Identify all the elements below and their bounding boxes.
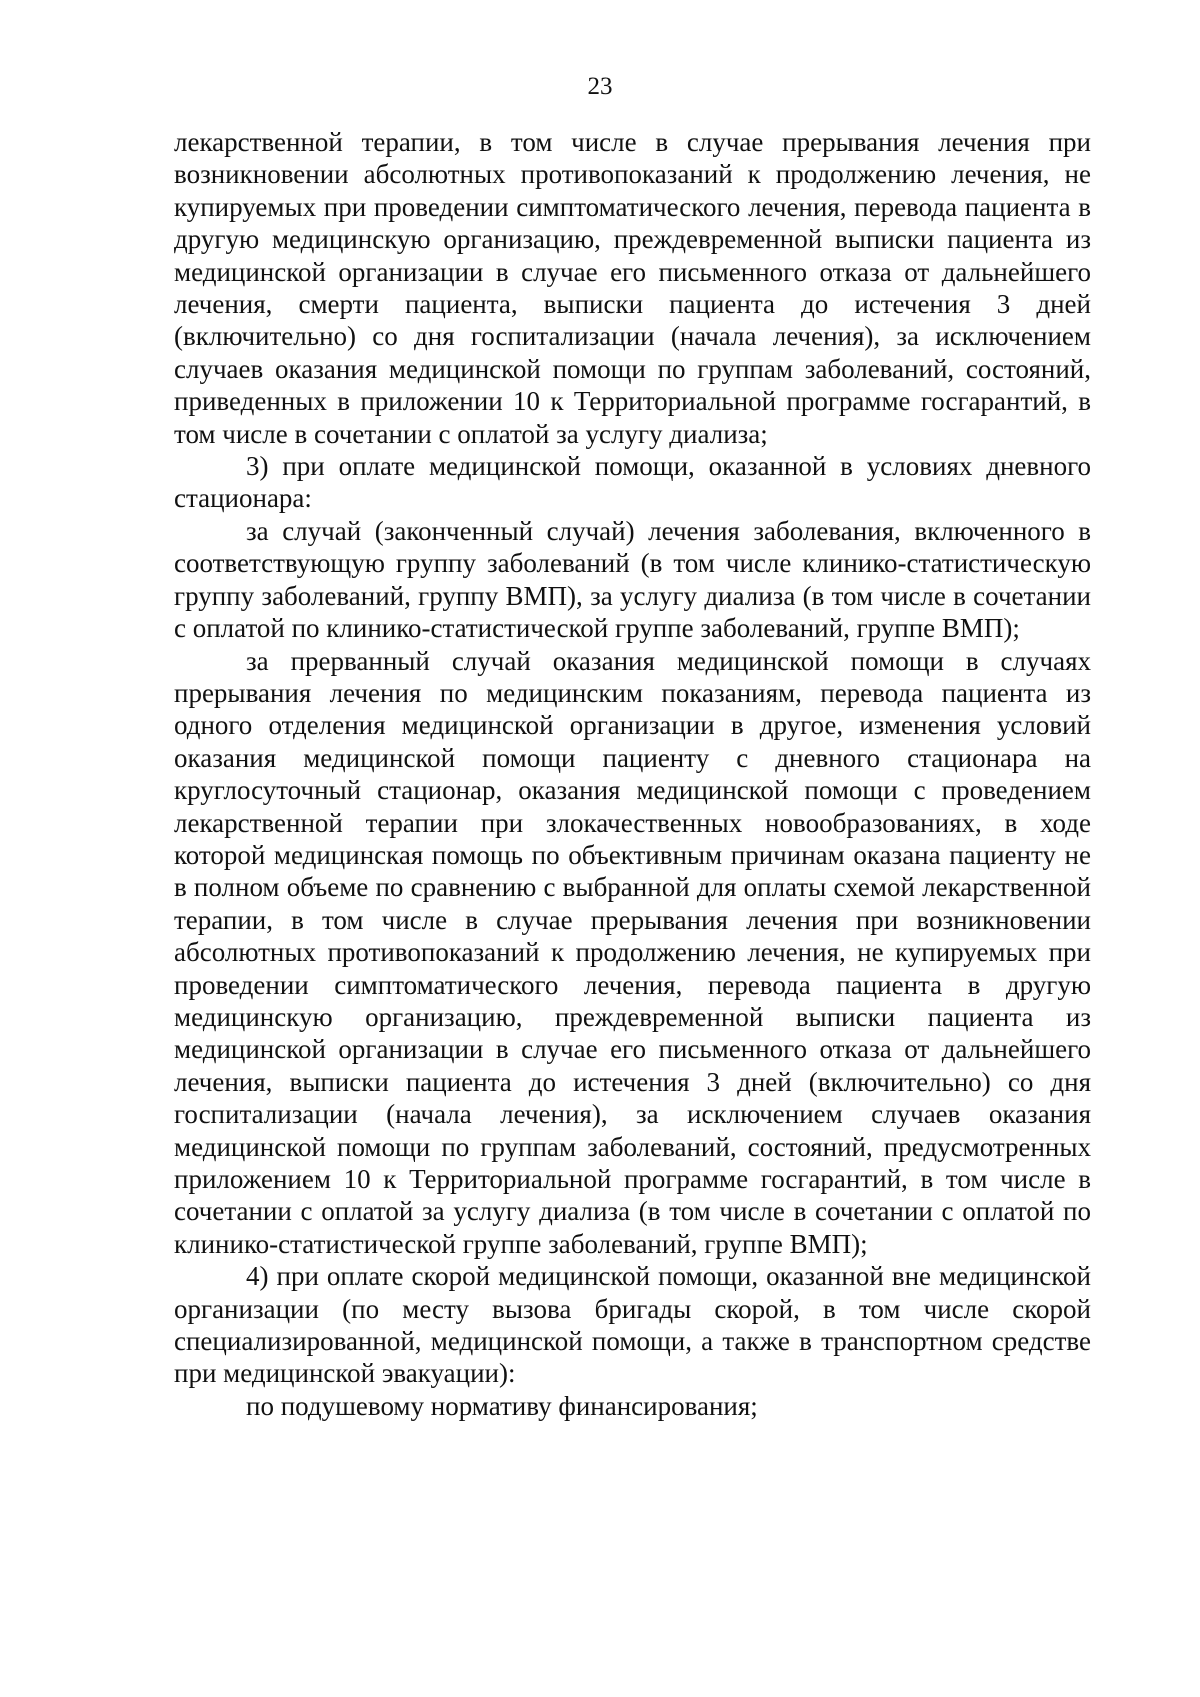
document-body: [174, 126, 1091, 1422]
paragraph-item-3-day-hospital: 3) при оплате медицинской помощи, оказанной в условиях дневного стационара:: [174, 451, 1091, 514]
paragraph-completed-case: за случай (законченный случай) лечения заболевания, включенного в соответствующую группу заболеваний (в том числе клинико-статистическую группу заболеваний, группу ВМП), за услугу диализа (в том числе в сочетании с оплатой по клинико-статистической группе заболеваний, группе ВМП);: [174, 515, 1091, 644]
page-number: 23: [587, 73, 613, 100]
paragraph-interrupted-case: за прерванный случай оказания медицинской помощи в случаях прерывания лечения по медицинским показаниям, перевода пациента из одного отделения медицинской организации в другое, изменения условий оказания медицинской помощи пациенту с дневного стационара на круглосуточный стационар, оказания медицинской помощи с проведением лекарственной терапии при злокачественных новообразованиях, в ходе которой медицинская помощь по объективным причинам оказана пациенту не в полном объеме по сравнению с выбранной для оплаты схемой лекарственной терапии, в том числе в случае прерывания лечения при возникновении абсолютных противопоказаний к продолжению лечения, не купируемых при проведении симптоматического лечения, перевода пациента в другую медицинскую организацию, преждевременной выписки пациента из медицинской организации в случае его письменного отказа от дальнейшего лечения, выписки пациента до истечения 3 дней (включительно) со дня госпитализации (начала лечения), за исключением случаев оказания медицинской помощи по группам заболеваний, состояний, предусмотренных приложением 10 к Территориальной программе госгарантий, в том числе в сочетании с оплатой за услугу диализа (в том числе в сочетании с оплатой по клинико-статистической группе заболеваний, группе ВМП);: [174, 645, 1091, 1259]
paragraph-per-capita-standard: по подушевому нормативу финансирования;: [246, 1390, 758, 1421]
paragraph-continuation: лекарственной терапии, в том числе в случае прерывания лечения при возникновении абсолютных противопоказаний к продолжению лечения, не купируемых при проведении симптоматического лечения, перевода пациента в другую медицинскую организацию, преждевременной выписки пациента из медицинской организации в случае его письменного отказа от дальнейшего лечения, смерти пациента, выписки пациента до истечения 3 дней (включительно) со дня госпитализации (начала лечения), за исключением случаев оказания медицинской помощи по группам заболеваний, состояний, приведенных в приложении 10 к Территориальной программе госгарантий, в том числе в сочетании с оплатой за услугу диализа;: [174, 127, 1091, 449]
paragraph-item-4-emergency-care: 4) при оплате скорой медицинской помощи, оказанной вне медицинской организации (по месту вызова бригады скорой, в том числе скорой специализированной, медицинской помощи, а также в транспортном средстве при медицинской эвакуации):: [174, 1261, 1091, 1389]
